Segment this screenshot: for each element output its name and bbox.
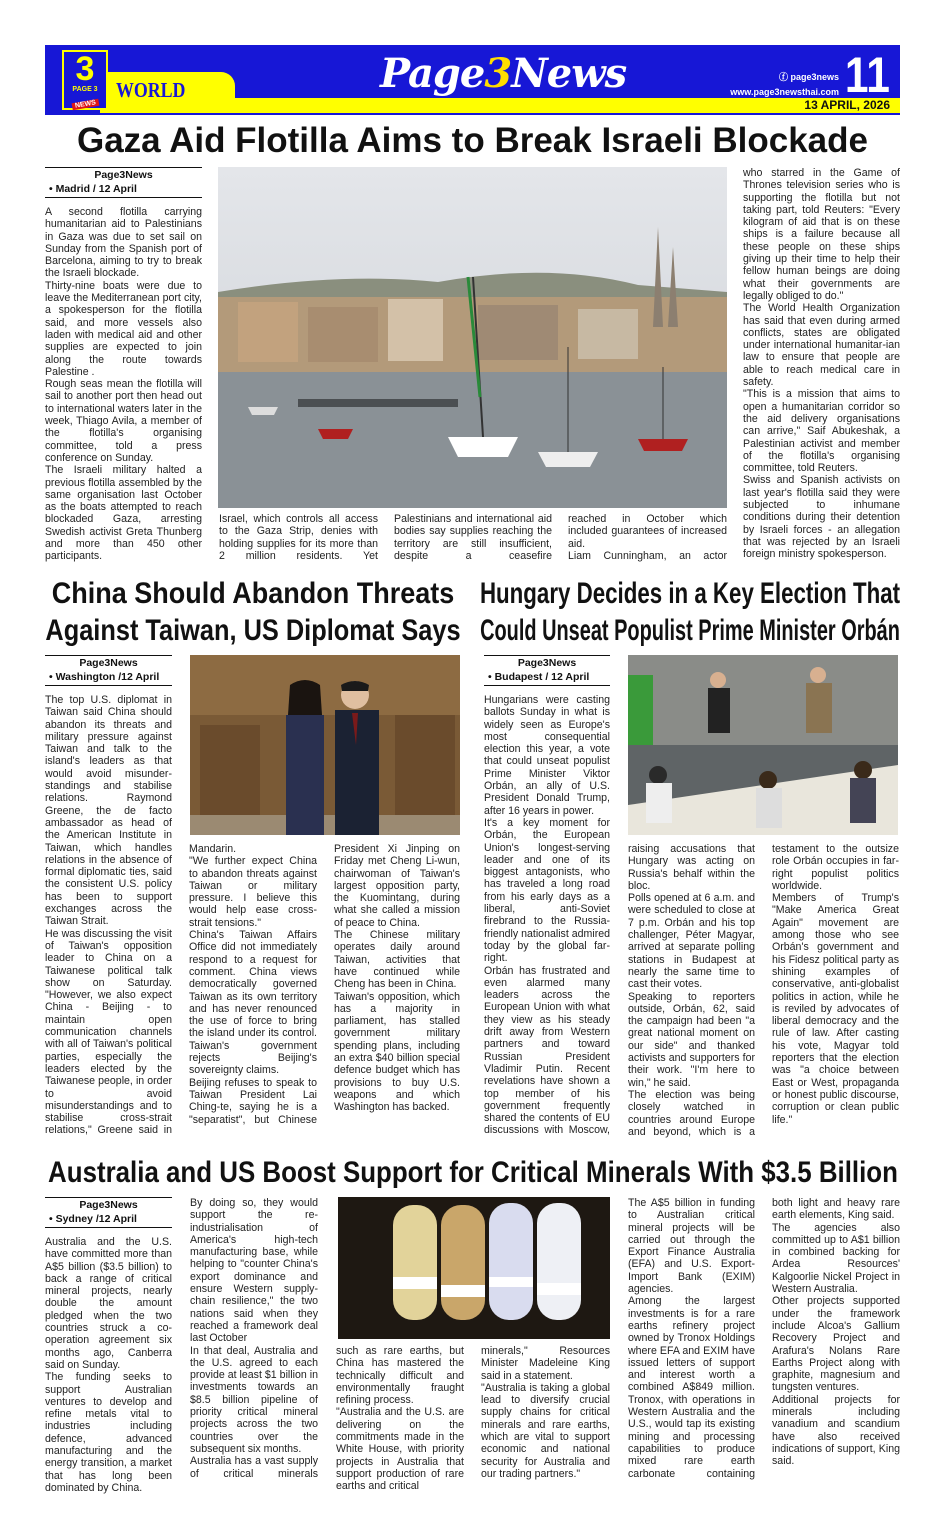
photo-xi-cheng-meeting <box>190 655 460 835</box>
article-minerals-col-1 <box>45 1197 172 1494</box>
headline-line: China Should Abandon Threats <box>51 577 454 610</box>
paragraph: who starred in the Game of Thrones television series who is supporting the flotilla but not taking part, told Reuters: "Every kilogram of aid that is on these ships is a failure because all these people on these ships giving up their time to help their fellow human beings are doing what their governments are legally obliged to do." <box>743 167 900 302</box>
paragraph: Palestinians and international aid bodies say supplies reaching the territory are still insufficient, despite a ceasefire <box>394 513 552 562</box>
paragraph: It's a key moment for Orbán, the European Union's longest-serving leader and one of its biggest antagonists, who has traveled a long road from his early days as a liberal, anti-Soviet firebrand to the Russia-friendly nationalist admired today by the global far-right. <box>484 816 611 965</box>
brand-mid: 3 <box>484 50 512 97</box>
paragraph: Members of Trump's "Make America Great Again" movement are among those who see Orbán's government and his Fidesz political party as shining examples of conservative, anti-globalist politics in action, while he is reviled by advocates of liberal democracy and the rule of law. After casting his vote, Magyar told reporters that the election was "a choice between East or West, propaganda or honest public discourse, corruption or clean public life." <box>772 892 899 1126</box>
headline-line: Australia and US Boost Support for Critical Minerals With $3.5 Billion <box>47 1156 898 1189</box>
headline-line: Could Unseat Populist Prime Minister Orbán <box>480 614 900 647</box>
logo-sub: PAGE 3 <box>72 86 98 93</box>
paragraph: Beijing refuses to speak to Taiwan President Lai Ching-te, saying he is a "separatist", but Chinese <box>189 1076 317 1126</box>
article-text <box>743 167 900 561</box>
byline-source: Page3News <box>517 657 577 669</box>
byline <box>45 655 172 686</box>
headline-hungary <box>478 575 902 651</box>
article-text <box>219 513 378 562</box>
paragraph: Other projects supported under the framework include Alcoa's Gallium Recovery Project and Arafura's Nolans Rare Earths Project along with graphite, magnesium and tungsten ventures. <box>772 1295 900 1394</box>
byline-source: Page3News <box>94 169 153 181</box>
issue-date: 13 APRIL, 2026 <box>804 98 890 112</box>
paragraph: "This is a mission that aims to open a humanitarian corridor so the aid delivery organisations can arrive," Saif Abukeshak, a Palestinian activist and member of the flotilla's organising committee, told Reuters. <box>743 388 900 475</box>
byline-dateline: • Washington /12 April <box>49 671 160 683</box>
byline <box>45 1197 172 1228</box>
facebook-icon: ⓕ <box>778 72 791 82</box>
byline-dateline: • Madrid / 12 April <box>49 183 137 195</box>
paragraph: Additional projects for minerals including vanadium and scandium have also received indications of support, King said. <box>772 1393 900 1468</box>
article-text <box>336 1345 464 1493</box>
byline <box>484 655 610 686</box>
paragraph: Swiss and Spanish activists on last year's flotilla said they were subjected to inhumane conditions during their detention by Israeli forces - an allegation that was rejected by an Israeli foreign ministry spokesperson. <box>743 474 900 561</box>
paragraph: Taiwan's opposition, which has a majority in parliament, has stalled government military spending plans, including an extra $40 billion special defence budget which has provisions to buy U.S. weapons and which Washington has backed. <box>334 990 460 1114</box>
article-text <box>394 513 552 562</box>
article-hungary-col-1 <box>484 655 610 1137</box>
section-label: WORLD <box>116 78 186 102</box>
section-tab <box>100 72 235 113</box>
paragraph: testament to the outsize role Orbán occupies in far-right populist politics worldwide. <box>772 843 899 892</box>
paragraph: By doing so, they would support the re-industrialisation of America's high-tech manufacturing base, while helping to "counter China's export dominance and ensure Western supply-chain resilience," the two nations said when they reached a framework deal last October <box>190 1197 318 1345</box>
byline-source: Page3News <box>79 1199 138 1211</box>
headline-line: Against Taiwan, US Diplomat Says <box>44 614 461 647</box>
paragraph: The Israeli military halted a previous flotilla assembled by the same organisation last October as the boats attempted to reach blockaded Gaza, arresting Swedish activist Greta Thunberg and more than 450 other participants. <box>45 464 202 563</box>
article-text <box>628 843 755 1138</box>
paragraph: Orbán has frustrated and even alarmed many leaders across the European Union with what they view as his steady drift away from Western partners and toward Russian President Vladimir Putin. Recent revelations have shown a top member of his government frequently shared the contents of EU discussions with Moscow, <box>484 964 610 1137</box>
photo-flotilla-barcelona <box>218 167 727 508</box>
article-text <box>481 1345 610 1480</box>
paragraph: such as rare earths, but China has mastered the technically difficult and environmentally fraught refining process. <box>336 1345 464 1407</box>
social-links <box>730 70 839 100</box>
article-taiwan-col-1 <box>45 655 172 1137</box>
logo-tag: NEWS <box>71 99 99 111</box>
paragraph: both light and heavy rare earth elements, King said. <box>772 1197 900 1222</box>
paragraph: In that deal, Australia and the U.S. agreed to each provide at least $1 billion in investments towards an $8.5 billion pipeline of priority critical mineral projects across the two countries over the subsequent six months. <box>190 1344 318 1455</box>
article-text <box>772 1197 900 1468</box>
byline-source: Page3News <box>79 657 138 669</box>
photo-hungary-polling <box>628 655 898 835</box>
article-gaza-col-1 <box>45 167 202 563</box>
logo-number: 3 <box>75 50 95 88</box>
paragraph: Thirty-nine boats were due to leave the Mediterranean port city, a spokesperson for the flotilla said, and more vessels also laden with medical aid and other supplies are expected to join along the route towards Palestine . <box>45 279 202 378</box>
paragraph: The election was being closely watched in countries around Europe and beyond, which is a <box>628 1088 755 1138</box>
paragraph: Rough seas mean the flotilla will sail to another port then head out to international waters later in the week, Thiago Avila, a member of the flotilla's organising committee, told a press conference on Sunday. <box>45 378 202 464</box>
paragraph: minerals," Resources Minister Madeleine King said in a statement. <box>481 1345 610 1382</box>
byline-dateline: • Budapest / 12 April <box>488 671 590 683</box>
paragraph: Polls opened at 6 a.m. and were scheduled to close at 7 p.m. Orbán and his top challenger, Péter Magyar, arrived at separate polling stations in Budapest at nearly the same time to cast their votes. <box>628 892 755 991</box>
paragraph: Australia and the U.S. have committed more than A$5 billion ($3.5 billion) to back a range of critical mineral projects, nearly double the amount pledged when the two countries struck a co-operation agreement six months ago, Canberra said on Sunday. <box>45 1236 172 1371</box>
paragraph: Australia has a vast supply of critical minerals <box>190 1455 318 1480</box>
article-text <box>334 843 460 1114</box>
headline-minerals <box>45 1154 900 1192</box>
article-text <box>484 694 610 1137</box>
brand-left: Page <box>380 50 485 97</box>
article-text <box>772 843 899 1126</box>
paragraph: "Australia and the U.S. are delivering on the commitments made in the White House, with priority projects in Australia that support production of rare earths and critical <box>336 1406 464 1493</box>
article-text <box>628 1197 755 1480</box>
headline-taiwan <box>45 575 460 651</box>
paragraph: "Australia is taking a global lead to diversify crucial supply chains for critical minerals and rare earths, which are vital to support economic and national security for Australia and our trading partners." <box>481 1381 610 1480</box>
paragraph: The A$5 billion in funding to Australian critical mineral projects will be carried out through the Export Finance Australia (EFA) and U.S. Export-Import Bank (EXIM) agencies. <box>628 1197 755 1296</box>
article-text <box>45 206 202 563</box>
page-number: 11 <box>845 47 890 103</box>
page3-logo <box>62 50 108 110</box>
brand-wordmark <box>380 50 626 97</box>
masthead-date-bar <box>232 98 900 113</box>
paragraph: A second flotilla carrying humanitarian aid to Palestinians in Gaza was due to set sail on Sunday from the Spanish port of Barcelona, aiming to try to break the Israeli blockade. <box>45 206 202 280</box>
paragraph: raising accusations that Hungary was acting on Russia's behalf within the bloc. <box>628 843 755 892</box>
paragraph: The World Health Organization has said that even during armed conflicts, states are obligated under international humanitar-ian law to ensure that people are able to reach medical care in safety. <box>743 302 900 389</box>
brand-right: News <box>511 50 627 97</box>
paragraph: He was discussing the visit of Taiwan's opposition leader to China on a Taiwanese political talk show on Saturday. "However, we also expect China - Beijing - to maintain open communication channels with all of Taiwan's political parties, especially the leaders elected by the Taiwanese people, in order to avoid misunderstandings and to stabilise cross-strait relations," Greene said in <box>45 927 172 1137</box>
paragraph: Among the largest investments is for a rare earths refinery project owned by Tronox Holdings where EFA and EXIM have issued letters of support and interest worth a combined A$849 million. Tronox, with operations in Western Australia and the U.S., would tap its existing mining and processing capabilities to produce mixed rare earth carbonate containing <box>628 1295 755 1480</box>
paragraph: Mandarin. <box>189 843 237 855</box>
article-text <box>189 843 317 1126</box>
headline-gaza: Gaza Aid Flotilla Aims to Break Israeli Blockade <box>76 121 868 160</box>
byline-dateline: • Sydney /12 April <box>49 1213 137 1225</box>
paragraph: "We further expect China to abandon threats against Taiwan or military pressure. I believe this would help ease cross-strait tensions." <box>189 855 317 929</box>
paragraph: Liam Cunningham, an actor <box>568 549 727 562</box>
paragraph: Israel, which controls all access to the Gaza Strip, denies with holding supplies for its more than 2 million residents. Yet <box>219 513 378 562</box>
paragraph: The agencies also committed up to A$1 billion in combined backing for Ardea Resources' Kalgoorlie Nickel Project in Western Australia. <box>772 1221 900 1296</box>
article-text <box>568 513 727 562</box>
paragraph: Speaking to reporters outside, Orbán, 62, said the campaign had been "a great national moment on our side" and thanked activists and supporters for their work. "I'm here to win," he said. <box>628 990 755 1089</box>
byline <box>45 167 202 198</box>
article-text <box>45 694 172 1137</box>
paragraph: China's Taiwan Affairs Office did not immediately respond to a request for comment. China views democratically governed Taiwan as its own territory and has never renounced the use of force to bring the island under its control. Taiwan's government rejects Beijing's sovereignty claims. <box>189 929 317 1077</box>
paragraph: The top U.S. diplomat in Taiwan said China should abandon its threats and military pressure against Taiwan and talk to the island's leaders as that would avoid misunder-standings and stabilise relations. Raymond Greene, the de facto ambassador as head of the American Institute in Taiwan, which handles relations in the absence of formal diplomatic ties, said the consistent U.S. policy has been to support exchanges across the Taiwan Strait. <box>45 694 172 928</box>
photo-rare-earth-samples <box>338 1197 610 1339</box>
paragraph: President Xi Jinping on Friday met Cheng Li-wun, chairwoman of Taiwan's largest opposition party, the Kuomintang, during what she called a mission of peace to China. <box>334 843 460 929</box>
facebook-handle[interactable]: page3news <box>790 72 839 82</box>
article-text <box>45 1236 172 1494</box>
paragraph: The funding seeks to support Australian ventures to develop and refine metals vital to industries including defence, advanced manufacturing and the energy transition, a market that has long been dominated by China. <box>45 1371 172 1494</box>
website-link[interactable]: www.page3newsthai.com <box>730 87 839 97</box>
paragraph: reached in October which included guarantees of increased aid. <box>568 513 727 550</box>
paragraph: Hungarians were casting ballots Sunday in what is widely seen as Europe's most consequential election this year, a vote that could unseat populist Prime Minister Viktor Orbán, an ally of U.S. President Donald Trump, after 16 years in power. <box>484 694 610 817</box>
article-text <box>190 1197 318 1480</box>
paragraph: The Chinese military operates daily around Taiwan, activities that have continued while Cheng has been in China. <box>334 929 460 991</box>
headline-line: Hungary Decides in a Key Election That <box>479 577 901 610</box>
